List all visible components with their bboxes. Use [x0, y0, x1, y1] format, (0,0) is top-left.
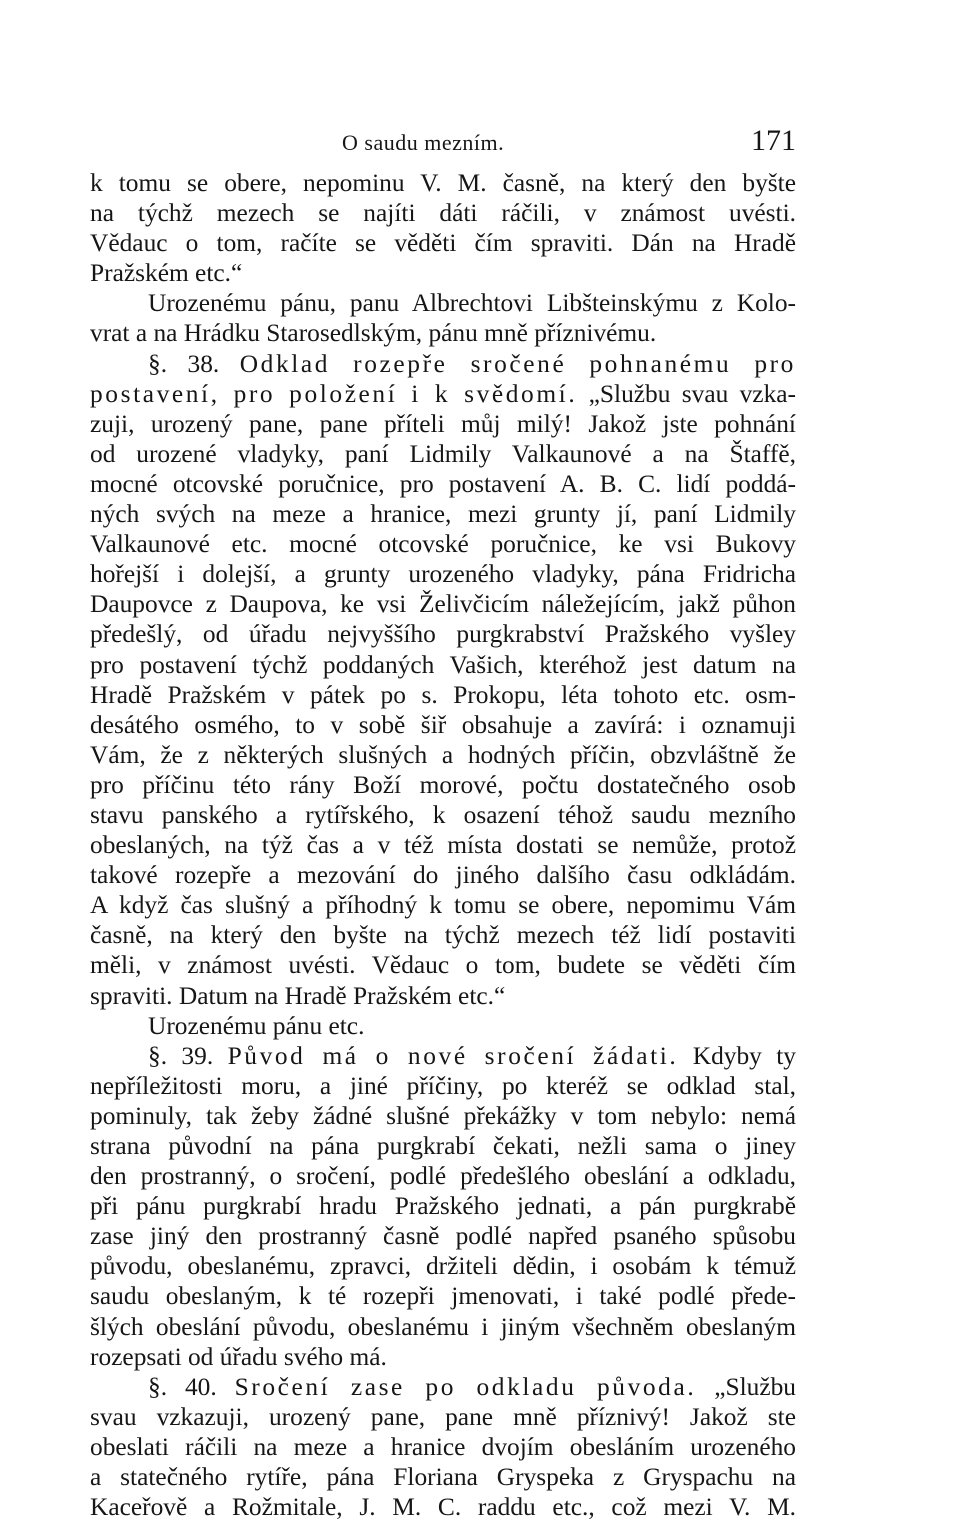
text-line: [90, 860, 796, 890]
line-text: zase jiný den prostranný časně podlé napřed psaného spůsobu: [90, 1222, 796, 1251]
page-number: 171: [751, 124, 796, 157]
line-text: časně, na který den byšte na týchž mezech též lidí postaviti: [90, 921, 796, 950]
text-line: [90, 1281, 796, 1311]
line-text: obeslati ráčili na meze a hranice dvojím obesláním urozeného: [90, 1432, 796, 1461]
text-line: [90, 1312, 796, 1342]
text-line: [90, 619, 796, 649]
line-text: a statečného rytíře, pána Floriana Gryspeka z Gryspachu na: [90, 1463, 796, 1492]
text-line: [90, 1131, 796, 1161]
line-text: hořejší i dolejší, a grunty urozeného vladyky, pána Fridricha: [90, 560, 796, 589]
line-text: den prostranný, o sročení, podlé předešlého obeslání a odkladu,: [90, 1162, 796, 1191]
line-text: Kaceřově a Rožmitale, J. M. C. raddu etc., což mezi V. M.: [90, 1493, 796, 1522]
line-text: Vám, že z některých slušných a hodných příčin, obzvláštně že: [90, 740, 796, 769]
text-line: [90, 168, 796, 198]
line-text: takové rozepře a mezování do jiného dalšího času odkládám.: [90, 861, 796, 890]
line-text: šlých obeslání původu, obeslanému i jiným všechněm obeslaným: [90, 1312, 796, 1341]
spaced-heading-text: postavení, pro položení i k svědomí.: [90, 379, 578, 408]
line-text: §. 40.: [148, 1372, 235, 1401]
line-text: Urozenému pánu, panu Albrechtovi Libšteinskýmu z Kolo-: [148, 289, 796, 318]
line-text: ných svých na meze a hranice, mezi grunty jí, paní Lidmily: [90, 500, 796, 529]
line-text: saudu obeslaným, k té rozepři jmenovati, i také podlé přede-: [90, 1282, 796, 1311]
text-line: [90, 770, 796, 800]
line-text: Vědauc o tom, račíte se věděti čím spraviti. Dán na Hradě: [90, 229, 796, 258]
book-page: [90, 118, 796, 1522]
text-line: [90, 379, 796, 409]
running-header: [90, 118, 796, 168]
line-text: „Službu svau vzka-: [577, 379, 796, 408]
line-text: desátého osmého, to v sobě šiř obsahuje a zavírá: i oznamuji: [90, 710, 796, 739]
line-text: nepříležitosti moru, a jiné příčiny, po kteréž se odklad stal,: [90, 1071, 796, 1100]
text-line: [90, 950, 796, 980]
text-line: [90, 740, 796, 770]
line-text: od urozené vladyky, paní Lidmily Valkaunové a na Štaffě,: [90, 439, 796, 468]
line-text: původu, obeslanému, zpravci, držiteli dědin, i osobám k témuž: [90, 1252, 796, 1281]
text-line: [90, 1191, 796, 1221]
line-text: obeslaných, na týž čas a v též místa dostati se nemůže, protož: [90, 831, 796, 860]
text-line: [90, 409, 796, 439]
text-line: [90, 920, 796, 950]
text-line: [90, 680, 796, 710]
line-text: §. 38.: [148, 349, 240, 378]
line-text: Daupovce z Daupova, ke vsi Želivčicím náležejícím, jakž půhon: [90, 590, 796, 619]
text-line: [90, 589, 796, 619]
text-line: [90, 469, 796, 499]
text-line: [90, 1041, 796, 1071]
text-line: [90, 559, 796, 589]
line-text: k tomu se obere, nepominu V. M. časně, na který den byšte: [90, 169, 796, 197]
text-line: [90, 1071, 796, 1101]
text-line: [90, 258, 796, 288]
text-line: [90, 1342, 796, 1372]
line-text: pro postavení týchž poddaných Vašich, kteréhož jest datum na: [90, 650, 796, 679]
text-line: [90, 830, 796, 860]
line-text: měli, v známost uvésti. Vědauc o tom, budete se věděti čím: [90, 951, 796, 980]
text-line: [90, 1432, 796, 1462]
line-text: pominuly, tak žeby žádné slušné překážky v tom nebylo: nemá: [90, 1101, 796, 1130]
text-line: [90, 1372, 796, 1402]
text-line: [90, 349, 796, 379]
text-line: [90, 710, 796, 740]
line-text: A když čas slušný a příhodný k tomu se obere, nepomimu Vám: [90, 891, 796, 920]
spaced-heading-text: Odklad rozepře sročené pohnanému pro: [239, 349, 796, 378]
text-line: [90, 1221, 796, 1251]
text-line: [90, 198, 796, 228]
line-text: mocné otcovské poručnice, pro postavení A. B. C. lidí poddá-: [90, 469, 796, 498]
body-text: [90, 168, 796, 1522]
text-line: [90, 1492, 796, 1522]
line-text: svau vzkazuji, urozený pane, pane mně příznivý! Jakož ste: [90, 1402, 796, 1431]
text-line: [90, 890, 796, 920]
spaced-heading-text: Sročení zase po odkladu původa.: [234, 1372, 697, 1401]
text-line: [90, 318, 796, 348]
spaced-heading-text: Původ má o nové sročení žádati.: [227, 1041, 679, 1070]
line-text: na týchž mezech se najíti dáti ráčili, v známost uvésti.: [90, 199, 796, 228]
text-line: [90, 981, 796, 1011]
line-text: stavu panského a rytířského, k osazení téhož saudu mezního: [90, 800, 796, 829]
text-line: [90, 1462, 796, 1492]
text-line: [90, 529, 796, 559]
running-title: O saudu mezním.: [342, 130, 505, 155]
line-text: předešlý, od úřadu nejvyššího purgkrabství Pražského vyšley: [90, 620, 796, 649]
line-text: Hradě Pražském v pátek po s. Prokopu, léta tohoto etc. osm-: [90, 680, 796, 709]
line-text: pro příčinu této rány Boží morové, počtu dostatečného osob: [90, 770, 796, 799]
line-text: §. 39.: [148, 1041, 228, 1070]
text-line: [90, 1011, 796, 1041]
text-line: [90, 228, 796, 258]
text-line: [90, 1402, 796, 1432]
line-text: při pánu purgkrabí hradu Pražského jednati, a pán purgkrabě: [90, 1192, 796, 1221]
text-line: [90, 288, 796, 318]
line-text: zuji, urozený pane, pane příteli můj milý! Jakož jste pohnání: [90, 409, 796, 438]
text-line: [90, 650, 796, 680]
text-line: [90, 1251, 796, 1281]
text-line: [90, 800, 796, 830]
text-line: [90, 1101, 796, 1131]
line-text: vrat a na Hrádku Starosedlským, pánu mně příznivému.: [90, 319, 657, 348]
line-text: rozepsati od úřadu svého má.: [90, 1342, 387, 1371]
line-text: strana původní na pána purgkrabí čekati, nežli sama o jiney: [90, 1132, 796, 1160]
line-text: Pražském etc.“: [90, 259, 243, 288]
text-line: [90, 1161, 796, 1191]
line-text: „Službu: [696, 1372, 796, 1401]
line-text: Valkaunové etc. mocné otcovské poručnice, ke vsi Bukovy: [90, 530, 796, 559]
text-line: [90, 499, 796, 529]
line-text: Kdyby ty: [678, 1041, 796, 1070]
line-text: spraviti. Datum na Hradě Pražském etc.“: [90, 981, 506, 1010]
line-text: Urozenému pánu etc.: [148, 1011, 365, 1040]
text-line: [90, 439, 796, 469]
